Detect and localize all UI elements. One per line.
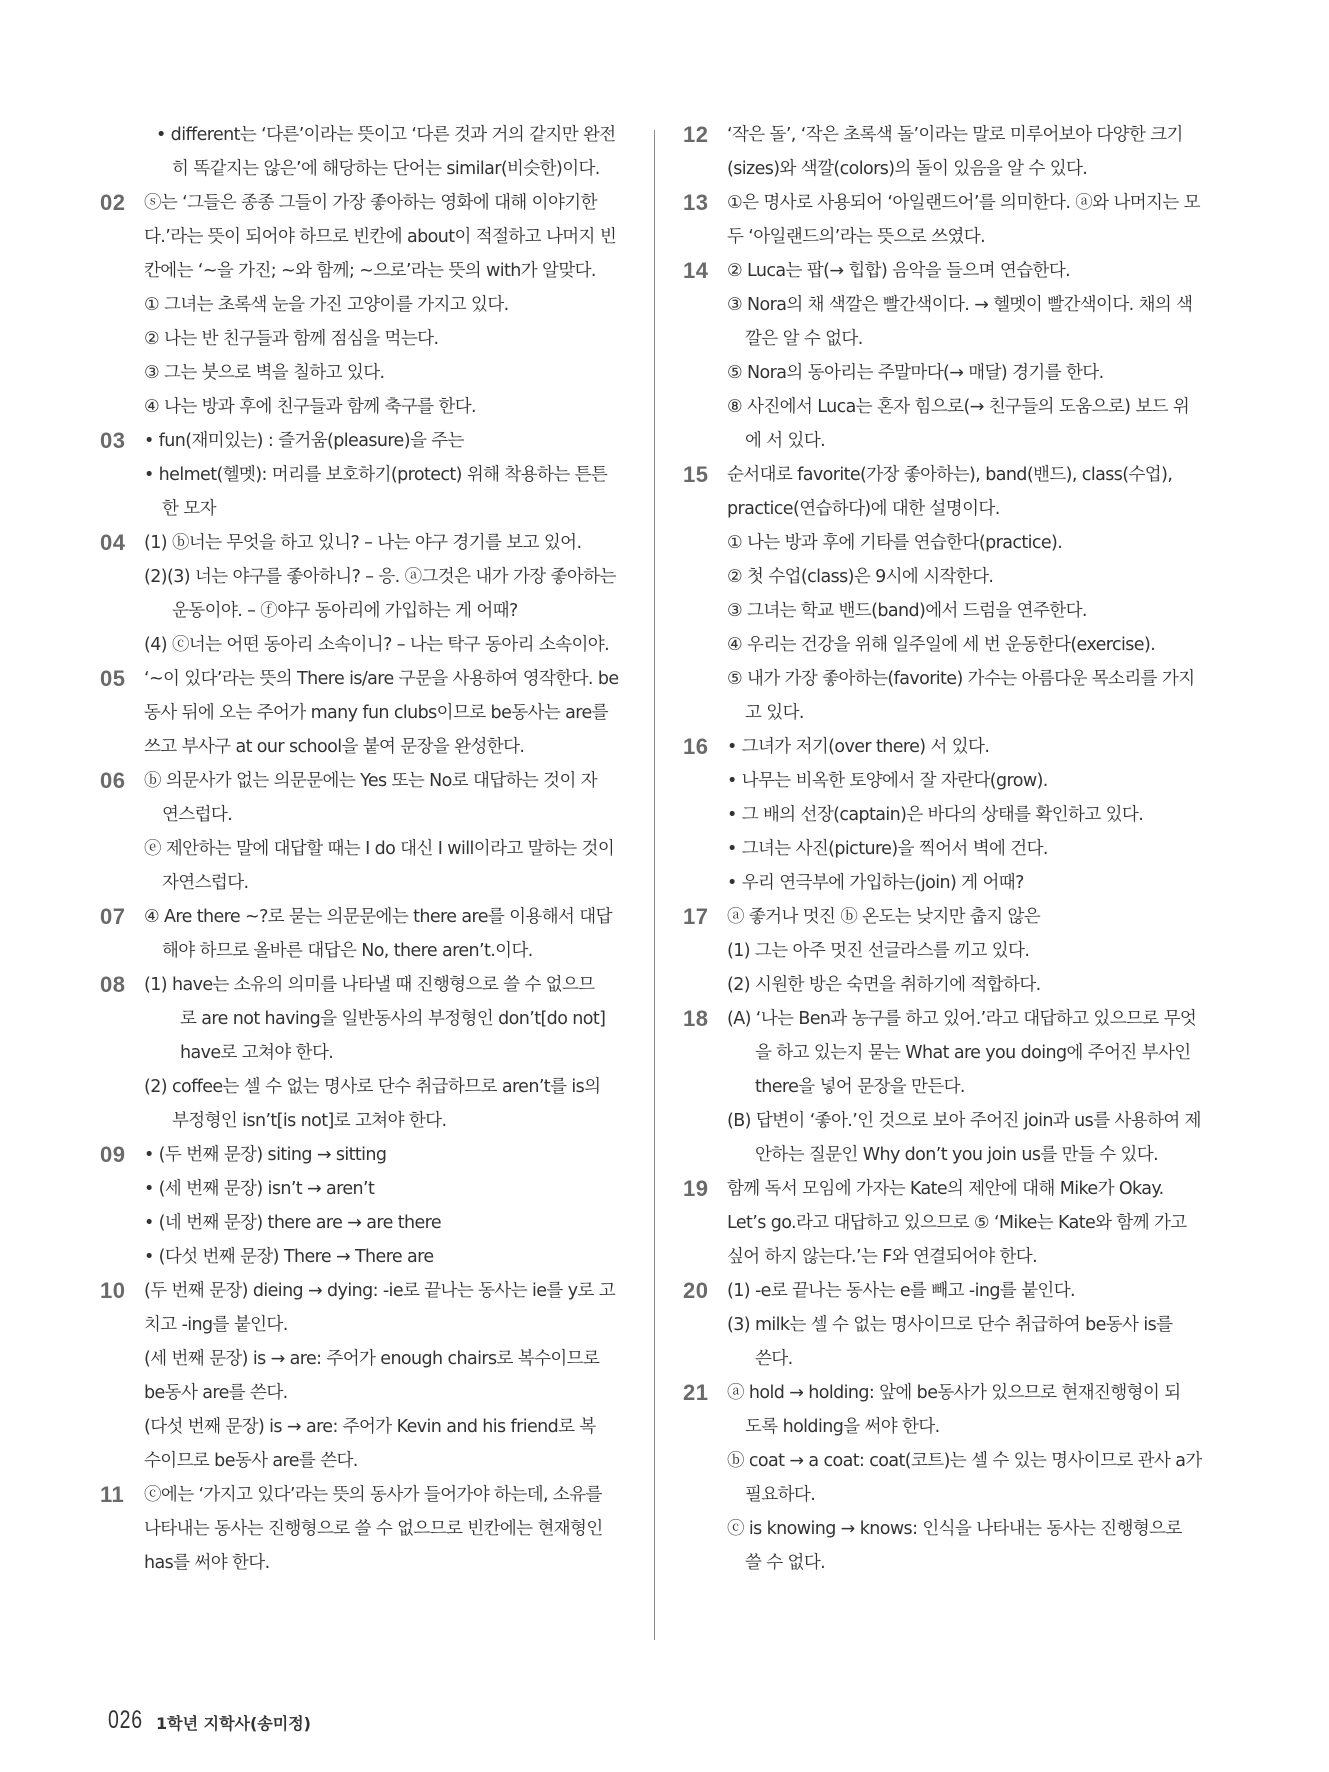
explanation-line: 연스럽다. (162, 805, 233, 825)
explanation-line: 깔은 알 수 없다. (745, 329, 863, 349)
explanation-line: 동사 뒤에 오는 주어가 many fun clubs이므로 be동사는 are를 (144, 703, 608, 723)
explanation-line: ④ Are there ~?로 묻는 의문문에는 there are를 이용해서 대답 (144, 907, 612, 927)
explanation-line: (4) ⓒ너는 어떤 동아리 소속이니? – 나는 탁구 동아리 소속이야. (144, 635, 610, 655)
explanation-line: ③ 그녀는 학교 밴드(band)에서 드럼을 연주한다. (727, 601, 1087, 621)
explanation-line: (B) 답변이 ‘좋아.’인 것으로 보아 주어진 join과 us를 사용하여 제 (727, 1111, 1201, 1131)
explanation-line: 고 있다. (745, 703, 804, 723)
explanation-line: 쓰고 부사구 at our school을 붙여 문장을 완성한다. (144, 737, 525, 757)
answer-03 (86, 424, 642, 526)
explanation-line: ⓒ에는 ‘가지고 있다’라는 뜻의 동사가 들어가야 하는데, 소유를 (144, 1485, 602, 1505)
explanation-line: (1) ⓑ너는 무엇을 하고 있니? – 나는 야구 경기를 보고 있어. (144, 533, 582, 553)
answer-19 (669, 1172, 1224, 1274)
question-number: 09 (100, 1142, 126, 1167)
answer-continued (86, 118, 642, 186)
explanation-line: (2) 시원한 방은 숙면을 취하기에 적합하다. (727, 975, 1041, 995)
explanation-line: (sizes)와 색깔(colors)의 돌이 있음을 알 수 있다. (727, 159, 1088, 179)
answer-05 (86, 662, 642, 764)
answer-16 (669, 730, 1224, 900)
explanation-line: practice(연습하다)에 대한 설명이다. (727, 499, 1000, 519)
explanation-line: • different는 ‘다른’이라는 뜻이고 ‘다른 것과 거의 같지만 완전 (156, 125, 616, 145)
question-number: 02 (100, 190, 126, 215)
explanation-line: there을 넣어 문장을 만든다. (755, 1077, 965, 1097)
answer-08 (86, 968, 642, 1138)
question-number: 19 (683, 1176, 709, 1201)
column-divider (654, 130, 655, 1640)
explanation-line: 치고 -ing를 붙인다. (144, 1315, 288, 1335)
explanation-line: ⓐ 좋거나 멋진 ⓑ 온도는 낮지만 춥지 않은 (727, 907, 1041, 927)
explanation-line: ⓔ 제안하는 말에 대답할 때는 I do 대신 I will이라고 말하는 것이 (144, 839, 615, 859)
answer-21 (669, 1376, 1224, 1580)
question-number: 04 (100, 530, 126, 555)
explanation-line: ①은 명사로 사용되어 ‘아일랜드어’를 의미한다. ⓐ와 나머지는 모 (727, 193, 1200, 213)
answer-13 (669, 186, 1224, 254)
explanation-line: (두 번째 문장) dieing → dying: -ie로 끝나는 동사는 ie를 y로 고 (144, 1281, 616, 1301)
explanation-line: 나타내는 동사는 진행형으로 쓸 수 없으므로 빈칸에는 현재형인 (144, 1519, 603, 1539)
question-number: 05 (100, 666, 126, 691)
explanation-line: • helmet(헬멧): 머리를 보호하기(protect) 위해 착용하는 튼튼 (144, 465, 608, 485)
answer-20 (669, 1274, 1224, 1376)
answer-18 (669, 1002, 1224, 1172)
question-number: 07 (100, 904, 126, 929)
explanation-line: ⓑ coat → a coat: coat(코트)는 셀 수 있는 명사이므로 관사 a가 (727, 1451, 1202, 1471)
explanation-line: 에 서 있다. (745, 431, 826, 451)
explanation-line: 함께 독서 모임에 가자는 Kate의 제안에 대해 Mike가 Okay. (727, 1179, 1164, 1199)
explanation-line: 자연스럽다. (162, 873, 249, 893)
book-title: 1학년 지학사(송미정) (156, 1714, 311, 1733)
answer-06 (86, 764, 642, 900)
answer-07 (86, 900, 642, 968)
explanation-line: • (두 번째 문장) siting → sitting (144, 1145, 387, 1165)
question-number: 18 (683, 1006, 709, 1031)
right-column (669, 118, 1224, 1580)
explanation-line: ⓒ is knowing → knows: 인식을 나타내는 동사는 진행형으로 (727, 1519, 1182, 1539)
explanation-line: ③ Nora의 채 색깔은 빨간색이다. → 헬멧이 빨간색이다. 채의 색 (727, 295, 1193, 315)
explanation-line: ② 첫 수업(class)은 9시에 시작한다. (727, 567, 994, 587)
answer-04 (86, 526, 642, 662)
explanation-line: 필요하다. (745, 1485, 816, 1505)
explanation-line: 한 모자 (162, 499, 216, 519)
answer-17 (669, 900, 1224, 1002)
explanation-line: (A) ‘나는 Ben과 농구를 하고 있어.’라고 대답하고 있으므로 무엇 (727, 1009, 1197, 1029)
explanation-line: • 그 배의 선장(captain)은 바다의 상태를 확인하고 있다. (727, 805, 1144, 825)
explanation-line: ② 나는 반 친구들과 함께 점심을 먹는다. (144, 329, 439, 349)
question-number: 14 (683, 258, 709, 283)
explanation-line: 부정형인 isn’t[is not]로 고쳐야 한다. (172, 1111, 447, 1131)
explanation-line: • (네 번째 문장) there are → are there (144, 1213, 442, 1233)
page-footer (108, 1706, 311, 1735)
question-number: 12 (683, 122, 709, 147)
explanation-line: ⑤ Nora의 동아리는 주말마다(→ 매달) 경기를 한다. (727, 363, 1104, 383)
page-number: 026 (108, 1706, 143, 1734)
explanation-line: 순서대로 favorite(가장 좋아하는), band(밴드), class(수업), (727, 465, 1173, 485)
explanation-line: ③ 그는 붓으로 벽을 칠하고 있다. (144, 363, 385, 383)
question-number: 17 (683, 904, 709, 929)
question-number: 21 (683, 1380, 709, 1405)
explanation-line: 을 하고 있는지 묻는 What are you doing에 주어진 부사인 (755, 1043, 1191, 1063)
explanation-line: have로 고쳐야 한다. (180, 1043, 334, 1063)
question-number: 06 (100, 768, 126, 793)
explanation-line: ④ 우리는 건강을 위해 일주일에 세 번 운동한다(exercise). (727, 635, 1156, 655)
left-column (86, 118, 642, 1580)
explanation-line: has를 써야 한다. (144, 1553, 270, 1573)
question-number: 10 (100, 1278, 126, 1303)
answer-02 (86, 186, 642, 424)
question-number: 16 (683, 734, 709, 759)
explanation-line: ⓢ는 ‘그들은 종종 그들이 가장 좋아하는 영화에 대해 이야기한 (144, 193, 597, 213)
explanation-line: 해야 하므로 올바른 대답은 No, there aren’t.이다. (162, 941, 533, 961)
explanation-line: ‘작은 돌’, ‘작은 초록색 돌’이라는 말로 미루어보아 다양한 크기 (727, 125, 1183, 145)
explanation-line: 쓴다. (755, 1349, 793, 1369)
answer-10 (86, 1274, 642, 1478)
explanation-line: (1) -e로 끝나는 동사는 e를 빼고 -ing를 붙인다. (727, 1281, 1075, 1301)
explanation-line: 수이므로 be동사 are를 쓴다. (144, 1451, 358, 1471)
explanation-line: 칸에는 ‘~을 가진; ~와 함께; ~으로’라는 뜻의 with가 알맞다. (144, 261, 596, 281)
explanation-line: ⓐ hold → holding: 앞에 be동사가 있으므로 현재진행형이 되 (727, 1383, 1181, 1403)
explanation-line: (다섯 번째 문장) is → are: 주어가 Kevin and his friend로 복 (144, 1417, 596, 1437)
explanation-line: (2)(3) 너는 야구를 좋아하니? – 응. ⓐ그것은 내가 가장 좋아하는 (144, 567, 616, 587)
explanation-line: 운동이야. – ⓕ야구 동아리에 가입하는 게 어때? (172, 601, 518, 621)
question-number: 11 (100, 1482, 125, 1507)
answer-15 (669, 458, 1224, 730)
explanation-line: ⑧ 사진에서 Luca는 혼자 힘으로(→ 친구들의 도움으로) 보드 위 (727, 397, 1190, 417)
explanation-line: ① 그녀는 초록색 눈을 가진 고양이를 가지고 있다. (144, 295, 509, 315)
question-number: 20 (683, 1278, 709, 1303)
explanation-line: 다.’라는 뜻이 되어야 하므로 빈칸에 about이 적절하고 나머지 빈 (144, 227, 617, 247)
explanation-line: (1) have는 소유의 의미를 나타낼 때 진행형으로 쓸 수 없으므 (144, 975, 595, 995)
question-number: 08 (100, 972, 126, 997)
explanation-line: ⓑ 의문사가 없는 의문문에는 Yes 또는 No로 대답하는 것이 자 (144, 771, 598, 791)
answer-09 (86, 1138, 642, 1274)
explanation-line: ② Luca는 팝(→ 힙합) 음악을 들으며 연습한다. (727, 261, 1071, 281)
question-number: 15 (683, 462, 709, 487)
explanation-line: Let’s go.라고 대답하고 있으므로 ⑤ ‘Mike는 Kate와 함께 가고 (727, 1213, 1187, 1233)
explanation-line: • fun(재미있는) : 즐거움(pleasure)을 주는 (144, 431, 464, 451)
explanation-line: • 그녀는 사진(picture)을 찍어서 벽에 건다. (727, 839, 1048, 859)
explanation-line: ⑤ 내가 가장 좋아하는(favorite) 가수는 아름다운 목소리를 가지 (727, 669, 1195, 689)
question-number: 03 (100, 428, 126, 453)
answer-14 (669, 254, 1224, 458)
answer-12 (669, 118, 1224, 186)
explanation-line: 쓸 수 없다. (745, 1553, 826, 1573)
explanation-line: 두 ‘아일랜드의’라는 뜻으로 쓰였다. (727, 227, 986, 247)
explanation-line: 싶어 하지 않는다.’는 F와 연결되어야 한다. (727, 1247, 1038, 1267)
explanation-line: ④ 나는 방과 후에 친구들과 함께 축구를 한다. (144, 397, 476, 417)
explanation-line: (1) 그는 아주 멋진 선글라스를 끼고 있다. (727, 941, 1030, 961)
explanation-line: be동사 are를 쓴다. (144, 1383, 288, 1403)
explanation-line: ① 나는 방과 후에 기타를 연습한다(practice). (727, 533, 1063, 553)
explanation-line: 안하는 질문인 Why don’t you join us를 만들 수 있다. (755, 1145, 1159, 1165)
explanation-line: • (세 번째 문장) isn’t → aren’t (144, 1179, 375, 1199)
question-number: 13 (683, 190, 709, 215)
answer-11 (86, 1478, 642, 1580)
explanation-line: • 나무는 비옥한 토양에서 잘 자란다(grow). (727, 771, 1048, 791)
explanation-line: 히 똑같지는 않은’에 해당하는 단어는 similar(비슷한)이다. (172, 159, 600, 179)
explanation-line: ‘~이 있다’라는 뜻의 There is/are 구문을 사용하여 영작한다. be (144, 669, 619, 689)
explanation-line: 로 are not having을 일반동사의 부정형인 don’t[do not] (180, 1009, 606, 1029)
explanation-line: • 우리 연극부에 가입하는(join) 게 어때? (727, 873, 1024, 893)
explanation-line: (2) coffee는 셀 수 없는 명사로 단수 취급하므로 aren’t를 is의 (144, 1077, 601, 1097)
explanation-line: 도록 holding을 써야 한다. (745, 1417, 940, 1437)
explanation-line: • 그녀가 저기(over there) 서 있다. (727, 737, 990, 757)
explanation-line: (3) milk는 셀 수 없는 명사이므로 단수 취급하여 be동사 is를 (727, 1315, 1173, 1335)
explanation-line: (세 번째 문장) is → are: 주어가 enough chairs로 복수이므로 (144, 1349, 600, 1369)
explanation-line: • (다섯 번째 문장) There → There are (144, 1247, 434, 1267)
